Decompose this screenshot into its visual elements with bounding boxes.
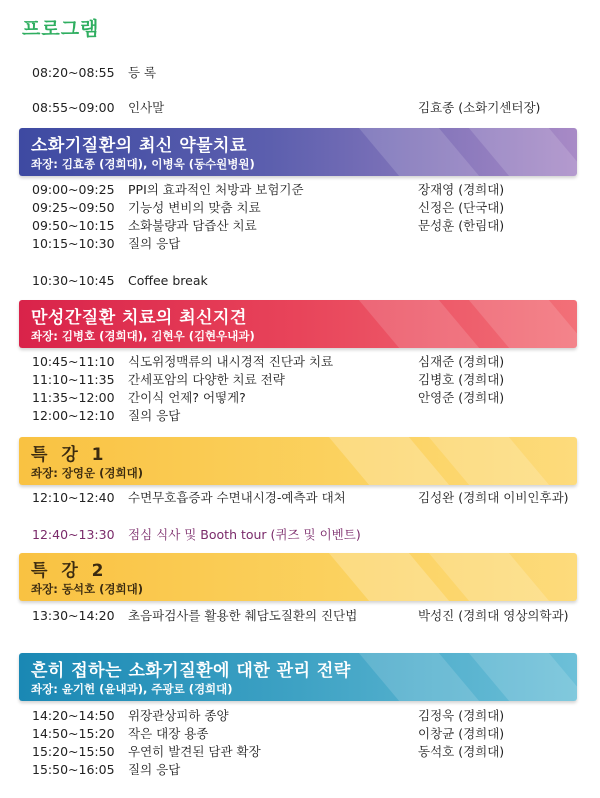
row-time: 12:40~13:30 — [32, 527, 115, 542]
row-speaker: 심재준 (경희대) — [418, 354, 505, 369]
schedule-row — [0, 526, 600, 544]
schedule-row — [0, 725, 600, 743]
row-time: 10:45~11:10 — [32, 354, 115, 369]
row-time: 09:00~09:25 — [32, 182, 115, 197]
row-speaker: 김성완 (경희대 이비인후과) — [418, 490, 569, 505]
page-title: 프로그램 — [22, 18, 100, 40]
row-time: 15:20~15:50 — [32, 744, 115, 759]
session-title: 특 강 2 — [31, 561, 108, 581]
row-topic: 수면무호흡증과 수면내시경-예측과 대처 — [128, 490, 346, 505]
schedule-row — [0, 743, 600, 761]
schedule-row — [0, 181, 600, 199]
row-time: 11:10~11:35 — [32, 372, 115, 387]
row-topic: 점심 식사 및 Booth tour (퀴즈 및 이벤트) — [128, 527, 361, 542]
session-title: 특 강 1 — [31, 445, 108, 465]
schedule-row — [0, 371, 600, 389]
schedule-row — [0, 235, 600, 253]
row-time: 10:15~10:30 — [32, 236, 115, 251]
session-chair: 좌장: 장영운 (경희대) — [31, 466, 143, 480]
schedule-row — [0, 489, 600, 507]
row-speaker: 장재영 (경희대) — [418, 182, 505, 197]
row-topic: 우연히 발견된 담관 확장 — [128, 744, 261, 759]
session-chair: 좌장: 동석호 (경희대) — [31, 582, 143, 596]
row-topic: 작은 대장 용종 — [128, 726, 209, 741]
session-banner-2 — [19, 300, 577, 348]
session-banner-3 — [19, 437, 577, 485]
row-topic: 간세포암의 다양한 치료 전략 — [128, 372, 285, 387]
schedule-row — [0, 353, 600, 371]
row-time: 14:20~14:50 — [32, 708, 115, 723]
row-time: 14:50~15:20 — [32, 726, 115, 741]
session-banner-4 — [19, 553, 577, 601]
row-topic: PPI의 효과적인 처방과 보험기준 — [128, 182, 304, 197]
row-time: 10:30~10:45 — [32, 273, 115, 288]
row-topic: 위장관상피하 종양 — [128, 708, 229, 723]
schedule-row — [0, 761, 600, 779]
row-topic: 기능성 변비의 맞춤 치료 — [128, 200, 261, 215]
session-title: 만성간질환 치료의 최신지견 — [31, 308, 247, 328]
row-topic: 질의 응답 — [128, 408, 181, 423]
row-time: 09:50~10:15 — [32, 218, 115, 233]
row-topic: Coffee break — [128, 273, 208, 288]
row-topic: 초음파검사를 활용한 췌담도질환의 진단법 — [128, 608, 358, 623]
row-speaker: 김효종 (소화기센터장) — [418, 100, 541, 115]
schedule-row — [0, 272, 600, 290]
session-banner-1 — [19, 128, 577, 176]
row-speaker: 김병호 (경희대) — [418, 372, 505, 387]
row-speaker: 안영준 (경희대) — [418, 390, 505, 405]
schedule-row — [0, 389, 600, 407]
row-time: 13:30~14:20 — [32, 608, 115, 623]
row-time: 11:35~12:00 — [32, 390, 115, 405]
schedule-row — [0, 99, 600, 117]
session-title: 흔히 접하는 소화기질환에 대한 관리 전략 — [31, 661, 351, 681]
session-chair: 좌장: 윤기헌 (윤내과), 주광로 (경희대) — [31, 682, 233, 696]
schedule-row — [0, 607, 600, 625]
schedule-row — [0, 217, 600, 235]
row-topic: 질의 응답 — [128, 236, 181, 251]
session-title: 소화기질환의 최신 약물치료 — [31, 136, 247, 156]
row-time: 12:10~12:40 — [32, 490, 115, 505]
row-topic: 인사말 — [128, 100, 165, 115]
row-speaker: 김정욱 (경희대) — [418, 708, 505, 723]
row-topic: 등 록 — [128, 65, 157, 80]
schedule-row — [0, 199, 600, 217]
session-chair: 좌장: 김효종 (경희대), 이병욱 (동수원병원) — [31, 157, 255, 171]
row-topic: 질의 응답 — [128, 762, 181, 777]
row-speaker: 박성진 (경희대 영상의학과) — [418, 608, 569, 623]
row-speaker: 문성훈 (한림대) — [418, 218, 505, 233]
row-speaker: 이창균 (경희대) — [418, 726, 505, 741]
row-time: 12:00~12:10 — [32, 408, 115, 423]
schedule-row — [0, 707, 600, 725]
schedule-row — [0, 64, 600, 82]
schedule-row — [0, 407, 600, 425]
session-banner-5 — [19, 653, 577, 701]
row-time: 09:25~09:50 — [32, 200, 115, 215]
row-topic: 간이식 언제? 어떻게? — [128, 390, 246, 405]
row-topic: 소화불량과 담즙산 치료 — [128, 218, 257, 233]
row-speaker: 신정은 (단국대) — [418, 200, 505, 215]
row-time: 15:50~16:05 — [32, 762, 115, 777]
row-time: 08:55~09:00 — [32, 100, 115, 115]
row-topic: 식도위정맥류의 내시경적 진단과 치료 — [128, 354, 334, 369]
row-speaker: 동석호 (경희대) — [418, 744, 505, 759]
row-time: 08:20~08:55 — [32, 65, 115, 80]
session-chair: 좌장: 김병호 (경희대), 김현우 (김현우내과) — [31, 329, 255, 343]
